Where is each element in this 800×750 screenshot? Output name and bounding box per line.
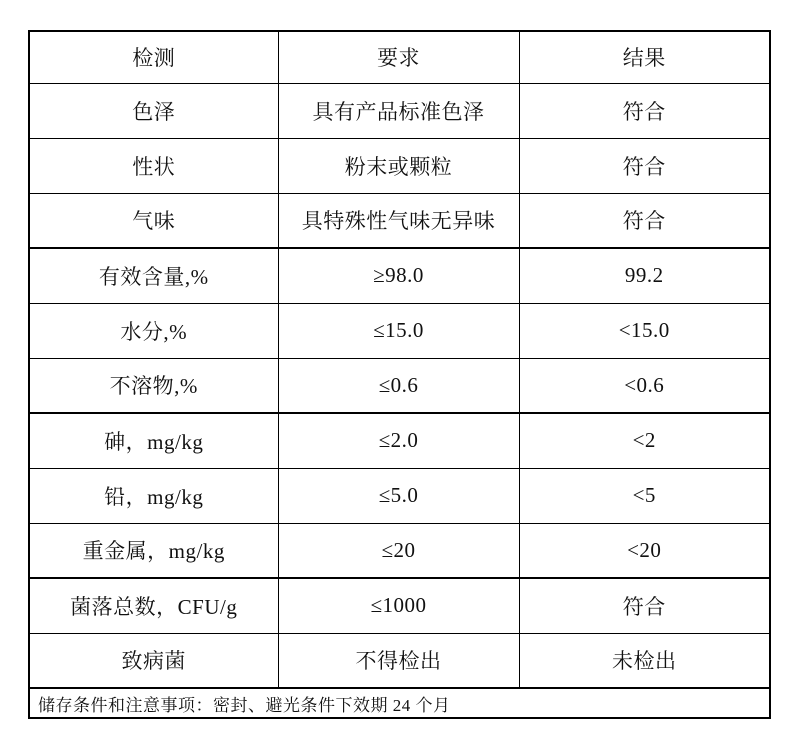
table-row bbox=[29, 468, 770, 523]
cell-requirement: ≥98.0 bbox=[278, 248, 519, 303]
cell-test: 致病菌 bbox=[29, 633, 278, 688]
cell-result: <0.6 bbox=[519, 358, 770, 413]
cell-requirement: ≤15.0 bbox=[278, 303, 519, 358]
cell-test: 水分,% bbox=[29, 303, 278, 358]
cell-requirement: ≤5.0 bbox=[278, 468, 519, 523]
inspection-table bbox=[28, 30, 771, 719]
cell-requirement: 具有产品标准色泽 bbox=[278, 83, 519, 138]
cell-requirement: 不得检出 bbox=[278, 633, 519, 688]
cell-test: 铅，mg/kg bbox=[29, 468, 278, 523]
cell-test: 有效含量,% bbox=[29, 248, 278, 303]
cell-result: 符合 bbox=[519, 578, 770, 633]
table-footer-row bbox=[29, 688, 770, 718]
header-requirement: 要求 bbox=[278, 31, 519, 83]
cell-result: 未检出 bbox=[519, 633, 770, 688]
cell-test: 砷，mg/kg bbox=[29, 413, 278, 468]
table-row bbox=[29, 358, 770, 413]
table-row bbox=[29, 83, 770, 138]
cell-result: 符合 bbox=[519, 83, 770, 138]
cell-requirement: 具特殊性气味无异味 bbox=[278, 193, 519, 248]
cell-test: 性状 bbox=[29, 138, 278, 193]
cell-requirement: ≤1000 bbox=[278, 578, 519, 633]
cell-result: 符合 bbox=[519, 193, 770, 248]
cell-test: 重金属，mg/kg bbox=[29, 523, 278, 578]
cell-result: 符合 bbox=[519, 138, 770, 193]
cell-test: 不溶物,% bbox=[29, 358, 278, 413]
cell-test: 色泽 bbox=[29, 83, 278, 138]
table-row bbox=[29, 303, 770, 358]
cell-result: <2 bbox=[519, 413, 770, 468]
cell-requirement: ≤0.6 bbox=[278, 358, 519, 413]
cell-test: 菌落总数，CFU/g bbox=[29, 578, 278, 633]
header-test: 检测 bbox=[29, 31, 278, 83]
cell-result: <20 bbox=[519, 523, 770, 578]
table-row bbox=[29, 193, 770, 248]
cell-requirement: 粉末或颗粒 bbox=[278, 138, 519, 193]
table-row bbox=[29, 578, 770, 633]
cell-test: 气味 bbox=[29, 193, 278, 248]
cell-result: 99.2 bbox=[519, 248, 770, 303]
table-row bbox=[29, 248, 770, 303]
table-row bbox=[29, 523, 770, 578]
cell-result: <5 bbox=[519, 468, 770, 523]
cell-requirement: ≤20 bbox=[278, 523, 519, 578]
table-row bbox=[29, 138, 770, 193]
header-result: 结果 bbox=[519, 31, 770, 83]
cell-requirement: ≤2.0 bbox=[278, 413, 519, 468]
table-row bbox=[29, 633, 770, 688]
table-row bbox=[29, 413, 770, 468]
storage-note: 储存条件和注意事项：密封、避光条件下效期 24 个月 bbox=[29, 688, 770, 718]
cell-result: <15.0 bbox=[519, 303, 770, 358]
table-header-row bbox=[29, 31, 770, 83]
